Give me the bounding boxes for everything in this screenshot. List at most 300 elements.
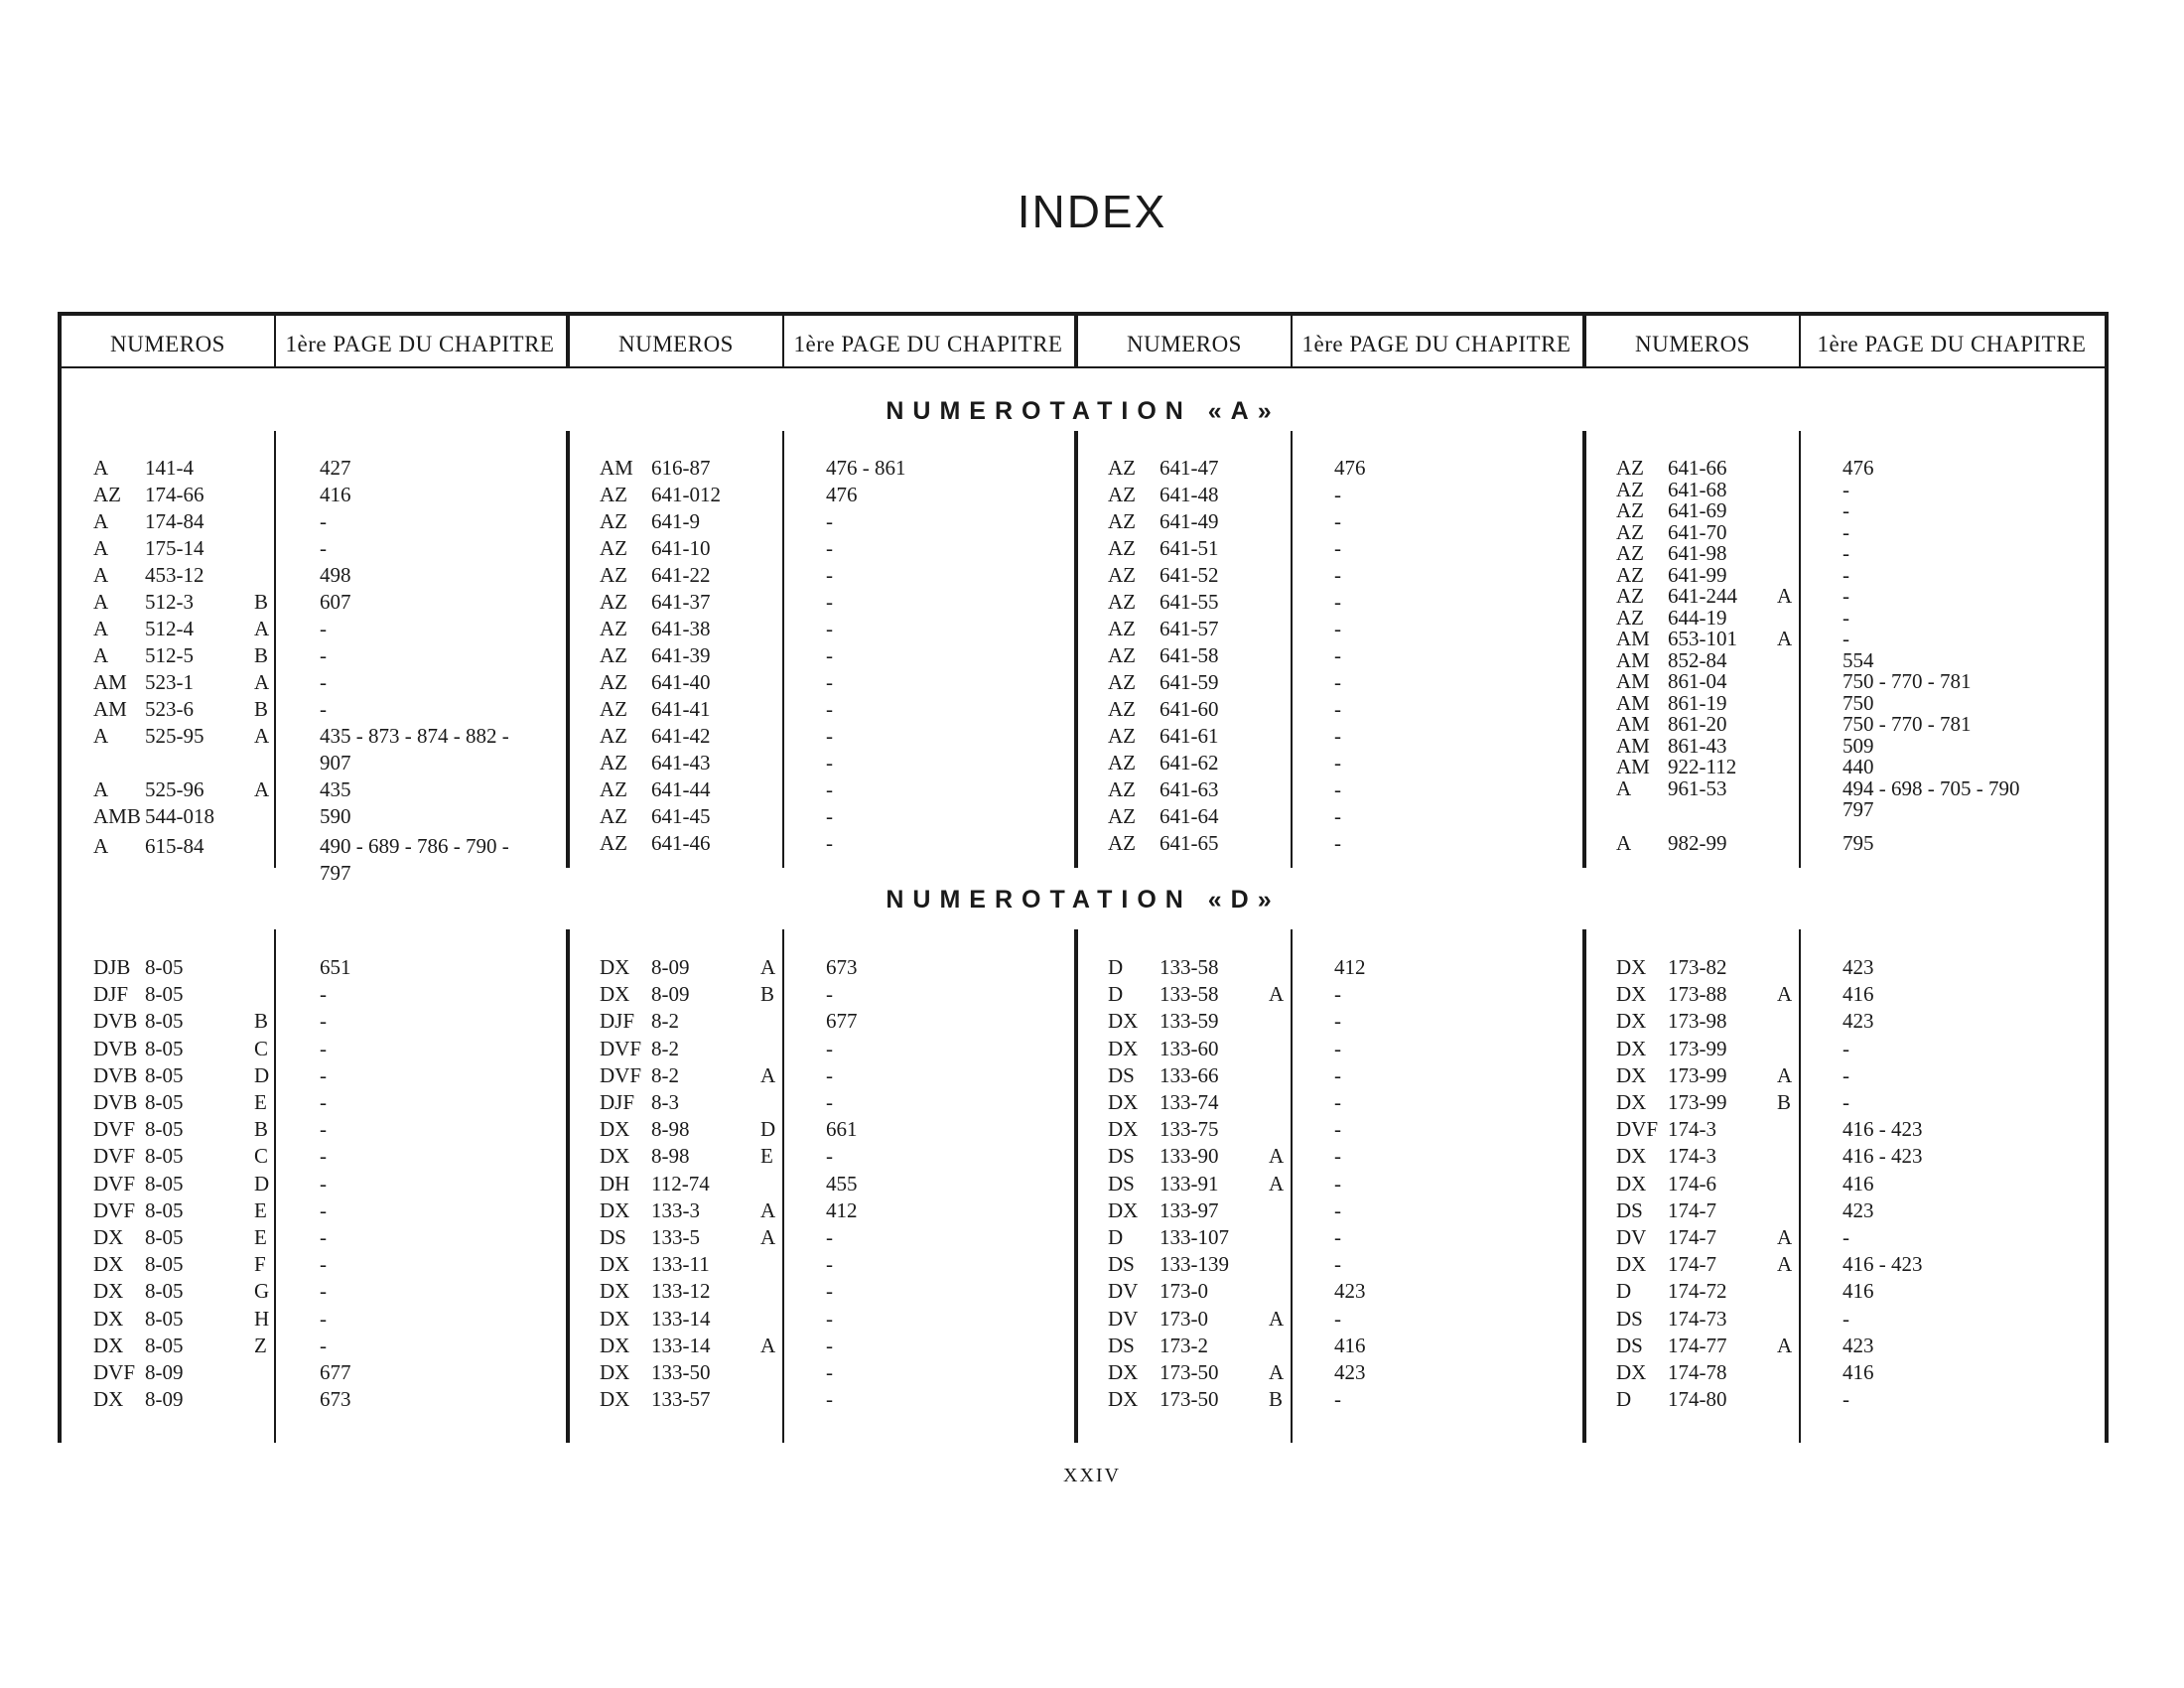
entry-number: 174-84 bbox=[145, 509, 205, 533]
entry-number: 133-58 bbox=[1160, 955, 1219, 979]
entry-number: 641-43 bbox=[651, 751, 711, 774]
entry-prefix: AZ bbox=[1108, 483, 1136, 506]
entry-suffix: A bbox=[1777, 982, 1793, 1006]
entry-number: 641-244 bbox=[1668, 584, 1737, 608]
entry-prefix: DV bbox=[1108, 1279, 1139, 1303]
entry-prefix: DVB bbox=[93, 1063, 138, 1087]
index-entry bbox=[93, 643, 560, 670]
entry-number: 8-09 bbox=[651, 982, 690, 1006]
entry-prefix: DJF bbox=[600, 1090, 635, 1114]
entry-number: 173-50 bbox=[1160, 1387, 1219, 1411]
index-entry bbox=[1616, 1063, 2083, 1090]
entry-prefix: AZ bbox=[1616, 584, 1644, 608]
entry-prefix: AM bbox=[1616, 627, 1650, 650]
entry-number: 641-47 bbox=[1160, 456, 1219, 480]
index-entry bbox=[600, 1307, 1066, 1334]
entry-page: - bbox=[1843, 1063, 1849, 1087]
entry-page: 416 bbox=[1843, 1279, 1874, 1303]
index-entry bbox=[1108, 1037, 1574, 1063]
entry-number: 174-73 bbox=[1668, 1307, 1727, 1331]
index-table bbox=[58, 312, 2109, 1443]
entry-number: 133-91 bbox=[1160, 1172, 1219, 1196]
entry-prefix: AZ bbox=[600, 590, 627, 614]
entry-page: 907 bbox=[320, 751, 351, 774]
entry-number: 641-45 bbox=[651, 804, 711, 828]
index-entry bbox=[1108, 751, 1574, 777]
entry-prefix: AZ bbox=[1108, 536, 1136, 560]
entry-suffix: A bbox=[760, 1063, 776, 1087]
entry-page: - bbox=[320, 1279, 327, 1303]
entry-number: 922-112 bbox=[1668, 755, 1737, 778]
entry-suffix: E bbox=[254, 1198, 267, 1222]
entry-prefix: AZ bbox=[600, 697, 627, 721]
entry-page: - bbox=[1334, 617, 1341, 640]
entry-page: - bbox=[826, 509, 833, 533]
entry-page: - bbox=[1334, 536, 1341, 560]
entry-number: 174-72 bbox=[1668, 1279, 1727, 1303]
entry-number: 174-3 bbox=[1668, 1117, 1716, 1141]
entry-page: - bbox=[826, 697, 833, 721]
entry-prefix: DVB bbox=[93, 1090, 138, 1114]
index-entry bbox=[1108, 509, 1574, 536]
entry-prefix: DX bbox=[1108, 1009, 1139, 1033]
index-entry bbox=[93, 509, 560, 536]
entry-suffix: B bbox=[254, 1009, 269, 1033]
entry-page: 677 bbox=[826, 1009, 858, 1033]
entry-page: - bbox=[826, 1334, 833, 1357]
entry-number: 8-05 bbox=[145, 1172, 184, 1196]
index-entry bbox=[93, 1009, 560, 1036]
index-entry bbox=[93, 1198, 560, 1225]
entry-page: 673 bbox=[826, 955, 858, 979]
entry-page: - bbox=[1334, 590, 1341, 614]
entry-number: 174-80 bbox=[1668, 1387, 1727, 1411]
entry-number: 512-3 bbox=[145, 590, 194, 614]
column-rule bbox=[1074, 929, 1078, 1443]
entry-suffix: B bbox=[254, 643, 269, 667]
entry-prefix: AZ bbox=[1616, 520, 1644, 544]
entry-prefix: AZ bbox=[1616, 456, 1644, 480]
entry-prefix: AZ bbox=[600, 483, 627, 506]
index-entry bbox=[1616, 1387, 2083, 1414]
index-entry bbox=[1616, 955, 2083, 982]
entry-prefix: AZ bbox=[1616, 498, 1644, 522]
entry-number: 641-57 bbox=[1160, 617, 1219, 640]
entry-number: 641-64 bbox=[1160, 804, 1219, 828]
column-rule bbox=[1582, 431, 1586, 868]
index-entry bbox=[93, 563, 560, 590]
entry-number: 512-4 bbox=[145, 617, 194, 640]
index-entry bbox=[1616, 1009, 2083, 1036]
entry-prefix: DX bbox=[1616, 1090, 1647, 1114]
entry-page: - bbox=[320, 1172, 327, 1196]
entry-page: 416 bbox=[1843, 1360, 1874, 1384]
entry-number: 641-55 bbox=[1160, 590, 1219, 614]
entry-page: - bbox=[320, 1144, 327, 1168]
entry-prefix: DX bbox=[1616, 1063, 1647, 1087]
header-numeros: NUMEROS bbox=[1127, 332, 1242, 356]
entry-page: - bbox=[320, 536, 327, 560]
entry-prefix: AZ bbox=[1108, 804, 1136, 828]
index-entry bbox=[600, 1334, 1066, 1360]
column-rule bbox=[782, 312, 784, 368]
entry-page: - bbox=[1843, 627, 1849, 650]
index-entry bbox=[93, 1172, 560, 1198]
entry-number: 133-97 bbox=[1160, 1198, 1219, 1222]
entry-page: 673 bbox=[320, 1387, 351, 1411]
entry-number: 174-78 bbox=[1668, 1360, 1727, 1384]
entry-number: 641-10 bbox=[651, 536, 711, 560]
entry-number: 641-38 bbox=[651, 617, 711, 640]
index-entry bbox=[600, 536, 1066, 563]
entry-number: 523-1 bbox=[145, 670, 194, 694]
index-entry bbox=[93, 1334, 560, 1360]
header-page: 1ère PAGE DU CHAPITRE bbox=[1301, 332, 1571, 356]
index-entry bbox=[93, 697, 560, 724]
entry-number: 641-61 bbox=[1160, 724, 1219, 748]
table-left-rule bbox=[58, 312, 62, 1443]
entry-prefix: DX bbox=[1616, 955, 1647, 979]
entry-number: 8-05 bbox=[145, 1307, 184, 1331]
table-top-rule bbox=[58, 312, 2109, 316]
index-entry bbox=[600, 831, 1066, 858]
entry-number: 133-50 bbox=[651, 1360, 711, 1384]
entry-prefix: AM bbox=[93, 670, 127, 694]
entry-suffix: B bbox=[254, 590, 269, 614]
entry-prefix: DS bbox=[1108, 1334, 1135, 1357]
entry-prefix: A bbox=[93, 509, 109, 533]
index-entry bbox=[93, 590, 560, 617]
entry-number: 641-51 bbox=[1160, 536, 1219, 560]
index-entry bbox=[93, 670, 560, 697]
entry-page: - bbox=[1334, 831, 1341, 855]
entry-prefix: AM bbox=[1616, 755, 1650, 778]
entry-prefix: DS bbox=[1108, 1144, 1135, 1168]
index-entry bbox=[1108, 536, 1574, 563]
entry-page: 416 - 423 bbox=[1843, 1144, 1923, 1168]
entry-page: 476 bbox=[1843, 456, 1874, 480]
column-rule bbox=[566, 431, 570, 868]
entry-prefix: A bbox=[1616, 831, 1632, 855]
index-entry bbox=[600, 1090, 1066, 1117]
entry-prefix: DX bbox=[1108, 1360, 1139, 1384]
index-entry bbox=[600, 1225, 1066, 1252]
index-entry bbox=[93, 804, 560, 831]
entry-prefix: DX bbox=[1108, 1037, 1139, 1060]
index-entry bbox=[1108, 724, 1574, 751]
entry-prefix: DVF bbox=[93, 1144, 136, 1168]
index-entry bbox=[600, 509, 1066, 536]
entry-prefix: DJF bbox=[600, 1009, 635, 1033]
entry-page: - bbox=[1334, 751, 1341, 774]
entry-number: 641-99 bbox=[1668, 563, 1727, 587]
entry-prefix: AZ bbox=[600, 724, 627, 748]
index-entry bbox=[1108, 777, 1574, 804]
entry-page: - bbox=[320, 1090, 327, 1114]
entry-page: - bbox=[1334, 724, 1341, 748]
entry-number: 8-3 bbox=[651, 1090, 679, 1114]
entry-number: 8-05 bbox=[145, 982, 184, 1006]
entry-prefix: DVF bbox=[93, 1117, 136, 1141]
entry-number: 112-74 bbox=[651, 1172, 710, 1196]
index-entry bbox=[1616, 1037, 2083, 1063]
entry-prefix: AZ bbox=[1108, 456, 1136, 480]
entry-prefix: DX bbox=[1616, 1037, 1647, 1060]
entry-number: 852-84 bbox=[1668, 648, 1727, 672]
entry-number: 133-59 bbox=[1160, 1009, 1219, 1033]
entry-number: 173-2 bbox=[1160, 1334, 1208, 1357]
entry-number: 174-7 bbox=[1668, 1225, 1716, 1249]
entry-prefix: D bbox=[1108, 955, 1124, 979]
entry-prefix: DH bbox=[600, 1172, 630, 1196]
entry-suffix: A bbox=[254, 724, 270, 748]
index-entry bbox=[1108, 1117, 1574, 1144]
entry-page: - bbox=[826, 1360, 833, 1384]
column-rule bbox=[1074, 312, 1078, 368]
entry-number: 173-82 bbox=[1668, 955, 1727, 979]
entry-prefix: AM bbox=[1616, 712, 1650, 736]
index-entry bbox=[1108, 1009, 1574, 1036]
entry-prefix: DX bbox=[1108, 1387, 1139, 1411]
entry-number: 173-99 bbox=[1668, 1090, 1727, 1114]
entry-page: - bbox=[1334, 483, 1341, 506]
entry-page: 427 bbox=[320, 456, 351, 480]
entry-number: 8-98 bbox=[651, 1117, 690, 1141]
index-entry bbox=[1108, 590, 1574, 617]
entry-prefix: DVB bbox=[93, 1037, 138, 1060]
index-entry bbox=[93, 456, 560, 483]
index-entry bbox=[600, 456, 1066, 483]
entry-page: - bbox=[826, 982, 833, 1006]
entry-number: 133-90 bbox=[1160, 1144, 1219, 1168]
entry-page: - bbox=[1334, 1172, 1341, 1196]
index-entry bbox=[1616, 1144, 2083, 1171]
entry-prefix: DX bbox=[600, 955, 630, 979]
entry-prefix: DS bbox=[1616, 1198, 1643, 1222]
entry-page: 423 bbox=[1843, 1198, 1874, 1222]
index-entry bbox=[1108, 1172, 1574, 1198]
section-label-a: NUMEROTATION «A» bbox=[886, 397, 1281, 425]
header-rule bbox=[58, 366, 2109, 368]
entry-page: 423 bbox=[1843, 1009, 1874, 1033]
entry-prefix: DX bbox=[93, 1279, 124, 1303]
entry-page: - bbox=[1334, 1225, 1341, 1249]
entry-page: - bbox=[1843, 541, 1849, 565]
entry-prefix: AZ bbox=[1108, 563, 1136, 587]
entry-prefix: DX bbox=[600, 1360, 630, 1384]
index-entry bbox=[1616, 1225, 2083, 1252]
index-entry bbox=[600, 563, 1066, 590]
entry-page: - bbox=[826, 751, 833, 774]
index-entry bbox=[600, 1172, 1066, 1198]
entry-prefix: DS bbox=[1108, 1252, 1135, 1276]
entry-prefix: DVB bbox=[93, 1009, 138, 1033]
entry-number: 141-4 bbox=[145, 456, 194, 480]
entry-suffix: E bbox=[254, 1090, 267, 1114]
entry-number: 174-6 bbox=[1668, 1172, 1716, 1196]
entry-prefix: DX bbox=[600, 1144, 630, 1168]
index-entry bbox=[600, 1117, 1066, 1144]
index-entry bbox=[1108, 982, 1574, 1009]
index-entry bbox=[600, 955, 1066, 982]
entry-prefix: DX bbox=[1108, 1117, 1139, 1141]
entry-number: 861-20 bbox=[1668, 712, 1727, 736]
entry-prefix: DX bbox=[1616, 1009, 1647, 1033]
entry-number: 175-14 bbox=[145, 536, 205, 560]
index-entry bbox=[600, 643, 1066, 670]
entry-number: 8-05 bbox=[145, 1334, 184, 1357]
entry-page: - bbox=[826, 724, 833, 748]
entry-prefix: DV bbox=[1616, 1225, 1647, 1249]
column-rule bbox=[1582, 312, 1586, 368]
entry-page: - bbox=[826, 777, 833, 801]
entry-suffix: C bbox=[254, 1144, 269, 1168]
entry-page: - bbox=[1334, 1387, 1341, 1411]
entry-number: 641-70 bbox=[1668, 520, 1727, 544]
entry-number: 641-60 bbox=[1160, 697, 1219, 721]
index-entry bbox=[1108, 1198, 1574, 1225]
entry-page: 509 bbox=[1843, 734, 1874, 758]
entry-page: 423 bbox=[1334, 1279, 1366, 1303]
entry-prefix: AZ bbox=[600, 643, 627, 667]
index-entry bbox=[93, 1144, 560, 1171]
entry-page: 416 bbox=[1843, 1172, 1874, 1196]
index-entry bbox=[93, 1279, 560, 1306]
entry-number: 653-101 bbox=[1668, 627, 1737, 650]
entry-page: - bbox=[826, 1090, 833, 1114]
entry-number: 641-46 bbox=[651, 831, 711, 855]
entry-number: 8-05 bbox=[145, 1090, 184, 1114]
entry-page: - bbox=[1334, 1090, 1341, 1114]
entry-number: 173-99 bbox=[1668, 1063, 1727, 1087]
entry-page: - bbox=[826, 1387, 833, 1411]
entry-prefix: DVF bbox=[1616, 1117, 1659, 1141]
entry-suffix: D bbox=[254, 1172, 270, 1196]
index-entry bbox=[600, 751, 1066, 777]
column-rule bbox=[1291, 312, 1293, 368]
entry-number: 644-19 bbox=[1668, 606, 1727, 630]
entry-prefix: DS bbox=[1108, 1063, 1135, 1087]
page-number: XXIV bbox=[1063, 1465, 1121, 1486]
entry-number: 173-0 bbox=[1160, 1307, 1208, 1331]
entry-prefix: DX bbox=[600, 1307, 630, 1331]
entry-prefix: A bbox=[93, 617, 109, 640]
index-entry bbox=[93, 1252, 560, 1279]
index-entry bbox=[600, 590, 1066, 617]
entry-page: - bbox=[1334, 777, 1341, 801]
index-entry bbox=[1616, 1279, 2083, 1306]
entry-page: 476 bbox=[826, 483, 858, 506]
index-entry bbox=[93, 955, 560, 982]
entry-suffix: A bbox=[1777, 1063, 1793, 1087]
entry-page: - bbox=[826, 1037, 833, 1060]
entry-prefix: A bbox=[93, 643, 109, 667]
entry-suffix: B bbox=[254, 697, 269, 721]
entry-number: 641-58 bbox=[1160, 643, 1219, 667]
index-entry bbox=[600, 1009, 1066, 1036]
entry-page: 476 - 861 bbox=[826, 456, 906, 480]
index-entry bbox=[1616, 1307, 2083, 1334]
entry-page: 440 bbox=[1843, 755, 1874, 778]
entry-suffix: H bbox=[254, 1307, 270, 1331]
entry-page: - bbox=[826, 831, 833, 855]
entry-prefix: A bbox=[93, 777, 109, 801]
entry-suffix: A bbox=[254, 617, 270, 640]
entry-number: 133-60 bbox=[1160, 1037, 1219, 1060]
entry-page: - bbox=[826, 1279, 833, 1303]
entry-prefix: DX bbox=[1108, 1198, 1139, 1222]
entry-prefix: DS bbox=[1108, 1172, 1135, 1196]
entry-prefix: DX bbox=[600, 1334, 630, 1357]
entry-prefix: D bbox=[1616, 1387, 1632, 1411]
index-entry bbox=[1616, 1117, 2083, 1144]
index-entry bbox=[93, 1117, 560, 1144]
entry-prefix: AM bbox=[1616, 691, 1650, 715]
entry-number: 641-40 bbox=[651, 670, 711, 694]
index-entry bbox=[1108, 670, 1574, 697]
index-entry bbox=[600, 1360, 1066, 1387]
entry-page: 423 bbox=[1334, 1360, 1366, 1384]
entry-page: - bbox=[320, 1334, 327, 1357]
entry-prefix: AZ bbox=[1108, 643, 1136, 667]
entry-page: 661 bbox=[826, 1117, 858, 1141]
entry-prefix: A bbox=[93, 834, 109, 858]
entry-page: - bbox=[826, 590, 833, 614]
entry-number: 8-2 bbox=[651, 1009, 679, 1033]
index-entry bbox=[1108, 831, 1574, 858]
index-entry bbox=[600, 483, 1066, 509]
index-entry bbox=[1108, 1307, 1574, 1334]
entry-prefix: AZ bbox=[600, 751, 627, 774]
entry-page: 651 bbox=[320, 955, 351, 979]
entry-number: 8-05 bbox=[145, 1009, 184, 1033]
index-entry bbox=[93, 536, 560, 563]
index-entry bbox=[600, 1279, 1066, 1306]
entry-number: 133-66 bbox=[1160, 1063, 1219, 1087]
entry-number: 8-05 bbox=[145, 1117, 184, 1141]
entry-number: 861-04 bbox=[1668, 669, 1727, 693]
entry-number: 174-66 bbox=[145, 483, 205, 506]
entry-page: - bbox=[1334, 1198, 1341, 1222]
index-entry bbox=[1108, 1090, 1574, 1117]
index-entry bbox=[600, 804, 1066, 831]
entry-number: 641-52 bbox=[1160, 563, 1219, 587]
entry-page: 677 bbox=[320, 1360, 351, 1384]
entry-suffix: Z bbox=[254, 1334, 267, 1357]
entry-page: 750 - 770 - 781 bbox=[1843, 669, 1972, 693]
entry-number: 133-14 bbox=[651, 1307, 711, 1331]
index-entry bbox=[1108, 804, 1574, 831]
entry-prefix: DX bbox=[600, 1198, 630, 1222]
entry-page: - bbox=[1843, 606, 1849, 630]
index-entry bbox=[93, 483, 560, 509]
entry-suffix: A bbox=[254, 777, 270, 801]
entry-page: 416 - 423 bbox=[1843, 1117, 1923, 1141]
entry-number: 641-65 bbox=[1160, 831, 1219, 855]
entry-prefix: AZ bbox=[1616, 478, 1644, 501]
entry-prefix: DV bbox=[1108, 1307, 1139, 1331]
entry-prefix: D bbox=[1108, 1225, 1124, 1249]
entry-page: - bbox=[320, 1009, 327, 1033]
entry-prefix: AZ bbox=[93, 483, 121, 506]
entry-page: - bbox=[1843, 520, 1849, 544]
entry-prefix: A bbox=[93, 590, 109, 614]
index-entry bbox=[1616, 1172, 2083, 1198]
entry-suffix: A bbox=[1269, 1172, 1285, 1196]
entry-number: 641-012 bbox=[651, 483, 721, 506]
entry-page: - bbox=[826, 804, 833, 828]
entry-page: - bbox=[320, 509, 327, 533]
